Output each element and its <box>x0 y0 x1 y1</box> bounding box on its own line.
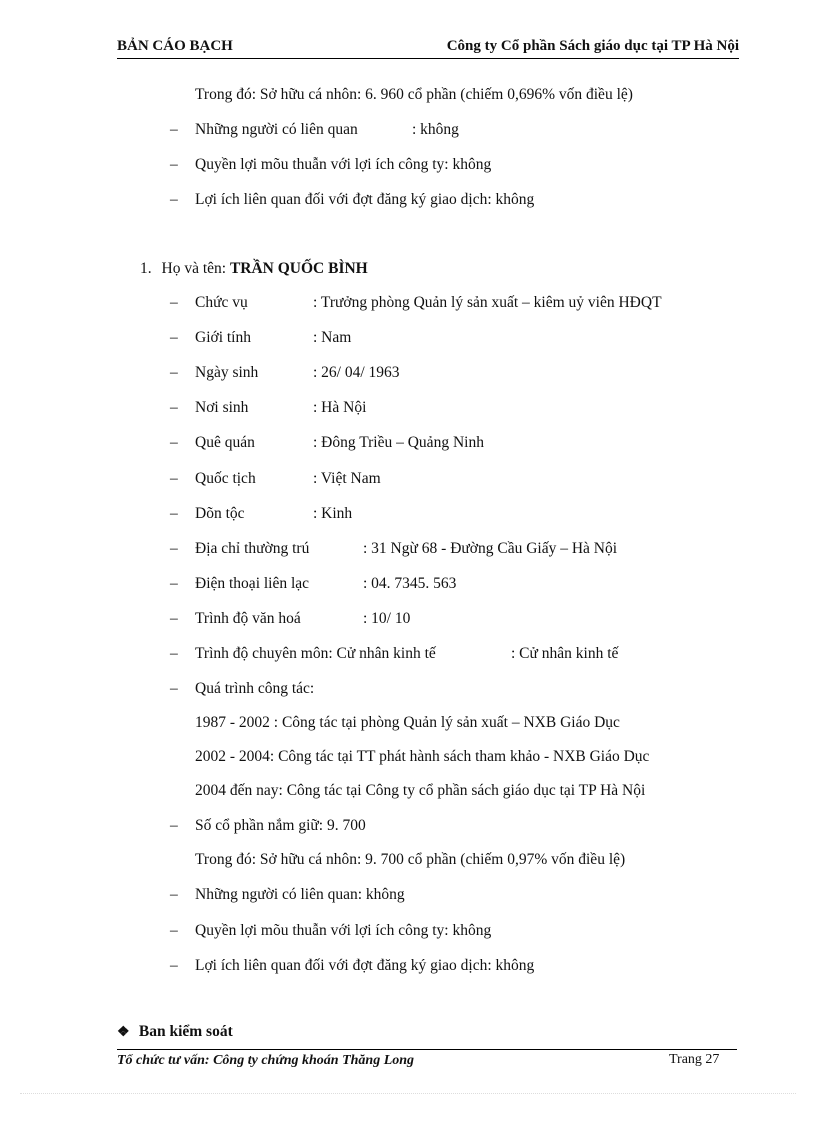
related-benefit: Lợi ích liên quan đối với đợt đăng ký giao dịch: không <box>195 957 535 974</box>
section-heading <box>117 1023 233 1041</box>
person-name: TRẦN QUỐC BÌNH <box>229 260 368 277</box>
field-label: Quốc tịch <box>195 470 256 487</box>
field-value: : 31 Ngừ 68 - Đường Cầu Giấy – Hà Nội <box>363 540 618 557</box>
field-value: : Việt Nam <box>313 470 381 487</box>
field-label: Trình độ văn hoá <box>195 610 301 627</box>
dash: – <box>170 957 178 974</box>
dash: – <box>170 680 178 697</box>
field-label: Ngày sinh <box>195 364 259 381</box>
dash: – <box>170 191 178 208</box>
field-label: Nơi sinh <box>195 399 249 416</box>
dash: – <box>170 121 178 138</box>
footer-divider <box>117 1049 737 1050</box>
related-persons: Những người có liên quan: không <box>195 886 405 903</box>
dash: – <box>170 575 178 592</box>
field-value: : Đông Triều – Quảng Ninh <box>313 434 484 451</box>
dash: – <box>170 470 178 487</box>
dash: – <box>170 645 178 662</box>
dash: – <box>170 610 178 627</box>
dash: – <box>170 329 178 346</box>
shares: Số cổ phần nắm giữ: 9. 700 <box>195 817 366 834</box>
field-label: Trình độ chuyên môn: Cử nhân kinh tế <box>195 645 436 662</box>
field-label: Dõn tộc <box>195 505 245 522</box>
dash: – <box>170 156 178 173</box>
career-entry: 2004 đến nay: Công tác tại Công ty cổ phần sách giáo dục tại TP Hà Nội <box>195 782 646 799</box>
dash: – <box>170 505 178 522</box>
name-label: Họ và tên: <box>161 260 227 277</box>
conflict-of-interest: Quyền lợi mõu thuẫn với lợi ích công ty: không <box>195 922 492 939</box>
prev-benefit: Lợi ích liên quan đối với đợt đăng ký giao dịch: không <box>195 191 535 208</box>
field-value: : Kinh <box>313 505 353 522</box>
prev-related-value: : không <box>412 121 459 138</box>
field-value: : Nam <box>313 329 352 346</box>
career-entry: 1987 - 2002 : Công tác tại phòng Quản lý sản xuất – NXB Giáo Dục <box>195 714 620 731</box>
dash: – <box>170 434 178 451</box>
dash: – <box>170 886 178 903</box>
field-label: Địa chỉ thường trú <box>195 540 310 557</box>
page-number: Trang 27 <box>669 1052 720 1067</box>
dash: – <box>170 817 178 834</box>
field-label: Điện thoại liên lạc <box>195 575 310 592</box>
prev-conflict: Quyền lợi mõu thuẫn với lợi ích công ty: không <box>195 156 492 173</box>
person-heading <box>140 260 368 278</box>
prev-ownership: Trong đó: Sở hữu cá nhôn: 6. 960 cổ phần (chiếm 0,696% vốn điều lệ) <box>195 86 633 103</box>
career-entry: 2002 - 2004: Công tác tại TT phát hành sách tham khảo - NXB Giáo Dục <box>195 748 650 765</box>
career-label: Quá trình công tác: <box>195 680 315 697</box>
field-label: Quê quán <box>195 434 255 451</box>
dash: – <box>170 540 178 557</box>
dash: – <box>170 399 178 416</box>
ownership: Trong đó: Sở hữu cá nhôn: 9. 700 cổ phần (chiếm 0,97% vốn điều lệ) <box>195 851 626 868</box>
field-value: : Cử nhân kinh tế <box>511 645 619 662</box>
field-label: Giới tính <box>195 329 251 346</box>
footer-advisor: Tổ chức tư vấn: Công ty chứng khoán Thăng Long <box>117 1053 415 1068</box>
header-company: Công ty Cổ phần Sách giáo dục tại TP Hà Nội <box>446 38 739 54</box>
field-value: : Hà Nội <box>313 399 367 416</box>
section-title: Ban kiểm soát <box>138 1023 233 1040</box>
prev-related-label: Những người có liên quan <box>195 121 358 138</box>
diamond-bullet-icon: ❖ <box>117 1025 130 1040</box>
person-number: 1. <box>140 260 152 277</box>
header-title: BẢN CÁO BẠCH <box>117 38 233 54</box>
dash: – <box>170 294 178 311</box>
field-value: : 04. 7345. 563 <box>363 575 457 592</box>
page-header <box>117 38 739 59</box>
field-value: : 10/ 10 <box>363 610 411 627</box>
field-label: Chức vụ <box>195 294 248 311</box>
field-value: : Trưởng phòng Quản lý sản xuất – kiêm uỷ viên HĐQT <box>313 294 662 311</box>
page-edge <box>20 1093 796 1094</box>
field-value: : 26/ 04/ 1963 <box>313 364 400 381</box>
dash: – <box>170 364 178 381</box>
dash: – <box>170 922 178 939</box>
